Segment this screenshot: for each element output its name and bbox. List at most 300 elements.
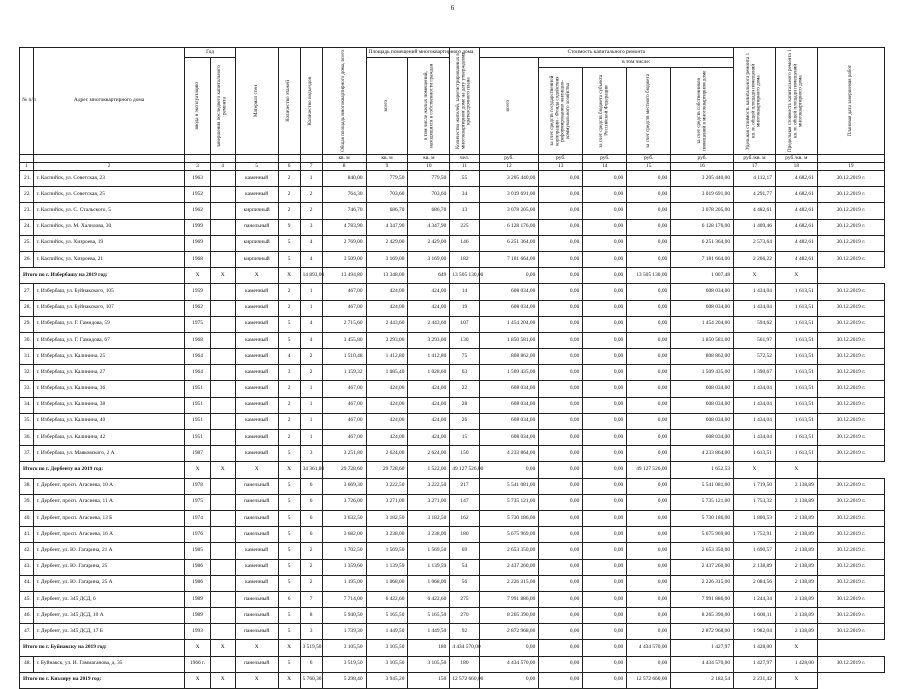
- table-cell: 2 138,89: [775, 608, 817, 624]
- table-cell: 5 730 186,00: [479, 510, 539, 526]
- table-cell: 0,00: [627, 203, 671, 219]
- table-cell: 608 034,00: [671, 430, 734, 446]
- table-cell: 5 735 121,00: [479, 494, 539, 510]
- table-cell: 0,00: [539, 527, 583, 543]
- table-cell: 12 572 660,00: [627, 672, 671, 688]
- table-cell: 2 872 968,00: [479, 624, 539, 640]
- table-cell: 5: [278, 608, 300, 624]
- table-cell: 5: [278, 575, 300, 591]
- table-cell: 1 412,80: [366, 349, 408, 365]
- hdr-num: № п/п: [20, 48, 34, 155]
- table-cell: 1: [300, 284, 322, 300]
- table-cell: 0,00: [583, 478, 627, 494]
- table-cell: 6: [300, 494, 322, 510]
- table-cell: 4 682,61: [775, 187, 817, 203]
- table-cell: 0,00: [583, 559, 627, 575]
- table-cell: 8 265 390,00: [479, 608, 539, 624]
- table-cell: 4 347,90: [366, 219, 408, 235]
- table-cell: 0,00: [583, 300, 627, 316]
- table-cell: 2: [300, 349, 322, 365]
- subtotal-row: [20, 640, 885, 656]
- table-cell: 424,00: [366, 413, 408, 429]
- table-cell: 608 034,00: [671, 413, 734, 429]
- table-cell: 30.12.2019 г.: [817, 624, 884, 640]
- hdr-cost-region: за счет средств бюджета субъекта Российской Федерации: [598, 74, 610, 148]
- table-cell: 3 169,00: [366, 251, 408, 267]
- table-cell: 3 182,50: [408, 510, 450, 526]
- table-cell: 0,00: [583, 656, 627, 672]
- table-cell: 467,00: [322, 430, 366, 446]
- table-cell: 14: [450, 284, 479, 300]
- table-cell: 34 361,80: [300, 462, 322, 478]
- table-cell: 5 165,50: [408, 608, 450, 624]
- table-cell: 467,00: [322, 397, 366, 413]
- table-cell: 2 437 260,00: [671, 559, 734, 575]
- column-number-cell: 13: [539, 163, 583, 171]
- table-cell: X: [775, 640, 817, 656]
- address-cell: г. Дербент, просп. Агасиева, 10 А: [33, 478, 185, 494]
- table-cell: [210, 332, 235, 348]
- table-cell: 0,00: [627, 171, 671, 187]
- table-cell: 30.12.2019 г.: [817, 494, 884, 510]
- table-cell: 1951: [185, 397, 210, 413]
- table-cell: 1 454 204,00: [671, 316, 734, 332]
- table-cell: 1 613,51: [734, 446, 776, 462]
- table-cell: 30.12.2019 г.: [817, 446, 884, 462]
- table-cell: 5: [278, 251, 300, 267]
- table-cell: каменный: [235, 559, 278, 575]
- table-cell: 2: [278, 381, 300, 397]
- table-cell: [210, 656, 235, 672]
- table-cell: 608 034,00: [671, 381, 734, 397]
- table-cell: 1985: [185, 543, 210, 559]
- table-cell: 42.: [20, 543, 34, 559]
- table-cell: 1: [300, 430, 322, 446]
- table-cell: 1 522,00: [408, 462, 450, 478]
- table-cell: 3 682,00: [322, 527, 366, 543]
- table-cell: X: [278, 268, 300, 284]
- table-cell: [210, 494, 235, 510]
- table-cell: 6 128 176,00: [671, 219, 734, 235]
- table-cell: 5: [278, 559, 300, 575]
- table-cell: 2 138,89: [775, 510, 817, 526]
- table-cell: 1 800,53: [734, 510, 776, 526]
- table-cell: 0,00: [627, 235, 671, 251]
- table-cell: 0,00: [627, 624, 671, 640]
- table-cell: каменный: [235, 349, 278, 365]
- table-cell: 1 569,50: [366, 543, 408, 559]
- table-cell: 4 682,61: [775, 219, 817, 235]
- table-cell: [210, 300, 235, 316]
- table-cell: 1 613,51: [775, 397, 817, 413]
- table-cell: 0,00: [583, 268, 627, 284]
- table-cell: 2 715,60: [322, 316, 366, 332]
- table-cell: 0,00: [479, 672, 539, 688]
- table-cell: 14 893,00: [300, 268, 322, 284]
- table-cell: 5: [278, 494, 300, 510]
- column-number-cell: 10: [408, 163, 450, 171]
- address-cell: г. Дербент, просп. Агасиева, 11 А: [33, 494, 185, 510]
- table-cell: 0,00: [539, 268, 583, 284]
- table-cell: 0,00: [583, 672, 627, 688]
- table-cell: 2 138,89: [775, 624, 817, 640]
- table-row: [20, 349, 885, 365]
- table-cell: 0,00: [627, 365, 671, 381]
- address-cell: г. Дербент, ул. 345 ДСД, 10 А: [33, 608, 185, 624]
- table-row: [20, 559, 885, 575]
- table-cell: 40.: [20, 510, 34, 526]
- table-cell: X: [235, 268, 278, 284]
- table-row: [20, 494, 885, 510]
- table-cell: 1951: [185, 430, 210, 446]
- unit-cell: [300, 155, 322, 163]
- table-cell: 1 739,30: [322, 624, 366, 640]
- table-cell: 2 624,00: [408, 446, 450, 462]
- address-cell: г. Каспийск, ул. Хизроева, 19: [33, 235, 185, 251]
- table-cell: 3: [300, 219, 322, 235]
- table-cell: 1 409,46: [734, 219, 776, 235]
- column-number-cell: 17: [734, 163, 776, 171]
- table-cell: 0,00: [583, 527, 627, 543]
- table-cell: 0,00: [539, 624, 583, 640]
- column-number-cell: 16: [671, 163, 734, 171]
- table-cell: 0,00: [583, 381, 627, 397]
- table-cell: 13 505 130,00: [627, 268, 671, 284]
- table-cell: 0,00: [627, 381, 671, 397]
- table-cell: [210, 235, 235, 251]
- column-number-cell: 2: [33, 163, 185, 171]
- table-cell: 1 068,00: [366, 575, 408, 591]
- table-cell: 1986: [185, 559, 210, 575]
- table-cell: 30.12.2019 г.: [817, 591, 884, 607]
- table-cell: 30.12.2019 г.: [817, 251, 884, 267]
- hdr-cost-total: всего: [505, 100, 512, 112]
- address-cell: г. Избербаш, ул. Г. Гамидова, 67: [33, 332, 185, 348]
- table-cell: 2: [278, 203, 300, 219]
- unit-cell: чел.: [450, 155, 479, 163]
- table-cell: 6: [300, 510, 322, 526]
- table-cell: 26.: [20, 251, 34, 267]
- table-cell: 1 434,04: [734, 413, 776, 429]
- table-cell: 38.: [20, 478, 34, 494]
- table-cell: 1 427,97: [671, 640, 734, 656]
- table-cell: [210, 430, 235, 446]
- table-cell: 5 541 081,00: [671, 478, 734, 494]
- address-cell: г. Каспийск, ул. С. Стальского, 5: [33, 203, 185, 219]
- table-cell: X: [210, 462, 235, 478]
- table-row: [20, 527, 885, 543]
- table-cell: [210, 365, 235, 381]
- table-cell: 31.: [20, 349, 34, 365]
- table-cell: 0,00: [583, 624, 627, 640]
- table-cell: 0,00: [627, 478, 671, 494]
- table-cell: 2 138,89: [775, 559, 817, 575]
- table-cell: панельный: [235, 494, 278, 510]
- table-cell: 608 034,00: [479, 397, 539, 413]
- table-row: [20, 478, 885, 494]
- table-cell: 2 872 968,00: [671, 624, 734, 640]
- table-cell: 3 169,00: [408, 251, 450, 267]
- table-cell: 0,00: [479, 268, 539, 284]
- table-cell: 1999: [185, 219, 210, 235]
- table-cell: 686,70: [366, 203, 408, 219]
- table-cell: 808 862,00: [671, 349, 734, 365]
- table-cell: 0,00: [583, 430, 627, 446]
- table-cell: 0,00: [583, 608, 627, 624]
- table-cell: 1 449,50: [366, 624, 408, 640]
- table-cell: 4 482,61: [775, 235, 817, 251]
- table-cell: 0,00: [583, 332, 627, 348]
- address-cell: г. Избербаш, ул. Калинина, 42: [33, 430, 185, 446]
- table-cell: 1 359,60: [322, 559, 366, 575]
- hdr-cost-fund: за счет средств государственной корпорации - Фонда содействия реформированию жилищно-коммунального хозяйства: [549, 76, 572, 147]
- table-cell: 217: [450, 478, 479, 494]
- table-cell: 7: [300, 591, 322, 607]
- table-cell: 5: [278, 478, 300, 494]
- table-cell: 3: [300, 624, 322, 640]
- table-cell: 39.: [20, 494, 34, 510]
- subtotal-label: Итого по г. Дербенту на 2019 год:: [20, 462, 185, 478]
- table-cell: 2: [300, 575, 322, 591]
- table-cell: 5 675 969,00: [671, 527, 734, 543]
- table-cell: 4 482,61: [734, 203, 776, 219]
- table-cell: 2 769,00: [322, 235, 366, 251]
- table-cell: 0,00: [539, 397, 583, 413]
- unit-cell: кв. м: [408, 155, 450, 163]
- address-cell: г. Каспийск, ул. М. Халилова, 30: [33, 219, 185, 235]
- table-cell: 1 427,97: [734, 656, 776, 672]
- table-cell: [210, 381, 235, 397]
- unit-cell: [817, 155, 884, 163]
- table-cell: 1 159,32: [322, 365, 366, 381]
- table-cell: каменный: [235, 187, 278, 203]
- table-cell: 5: [278, 235, 300, 251]
- table-cell: 8: [300, 608, 322, 624]
- table-cell: 1 139,59: [408, 559, 450, 575]
- address-cell: г. Дербент, ул. 345 ДСД, 6: [33, 591, 185, 607]
- table-cell: 6: [278, 591, 300, 607]
- address-cell: г. Избербаш, ул. Буйнакского, 107: [33, 300, 185, 316]
- unit-cell: руб.: [583, 155, 627, 163]
- table-cell: 5: [278, 624, 300, 640]
- column-number-cell: 8: [322, 163, 366, 171]
- table-cell: 5 760,30: [300, 672, 322, 688]
- table-cell: 608 034,00: [479, 300, 539, 316]
- table-cell: 0,00: [583, 446, 627, 462]
- address-cell: г. Дербент, ул. Ю. Гагарина, 25 А: [33, 575, 185, 591]
- table-cell: 4: [300, 251, 322, 267]
- table-cell: 0,00: [539, 591, 583, 607]
- table-cell: [210, 624, 235, 640]
- table-cell: панельный: [235, 608, 278, 624]
- table-cell: 1 850 581,00: [671, 332, 734, 348]
- address-cell: г. Избербаш, ул. Калинина, 38: [33, 397, 185, 413]
- table-cell: [210, 575, 235, 591]
- table-cell: 1 509 435,00: [479, 365, 539, 381]
- table-cell: 180: [450, 527, 479, 543]
- table-cell: 1 613,51: [775, 300, 817, 316]
- table-cell: 0,00: [583, 349, 627, 365]
- table-cell: 0,00: [627, 446, 671, 462]
- table-cell: 4 112,17: [734, 171, 776, 187]
- table-cell: 0,00: [539, 381, 583, 397]
- table-cell: [210, 543, 235, 559]
- table-cell: 26: [450, 413, 479, 429]
- table-cell: 3 945,20: [366, 672, 408, 688]
- table-cell: каменный: [235, 430, 278, 446]
- table-cell: 146: [450, 235, 479, 251]
- table-cell: каменный: [235, 171, 278, 187]
- table-cell: 0,00: [583, 316, 627, 332]
- unit-cell: кв. м: [366, 155, 408, 163]
- table-cell: 0,00: [583, 591, 627, 607]
- table-cell: 0,00: [539, 559, 583, 575]
- table-cell: 1 613,51: [775, 413, 817, 429]
- table-cell: 0,00: [539, 446, 583, 462]
- table-cell: 147: [450, 494, 479, 510]
- table-cell: 3 019 691,00: [479, 187, 539, 203]
- table-cell: X: [185, 672, 210, 688]
- table-cell: 13 348,00: [366, 268, 408, 284]
- table-cell: 1 719,50: [734, 478, 776, 494]
- table-cell: 13: [450, 203, 479, 219]
- column-number-cell: 1: [20, 163, 34, 171]
- table-cell: 1 652,53: [671, 462, 734, 478]
- address-cell: г. Избербаш, ул. Калинина, 27: [33, 365, 185, 381]
- table-cell: 424,00: [366, 430, 408, 446]
- table-cell: 0,00: [539, 203, 583, 219]
- table-cell: 30.12.2019 г.: [817, 332, 884, 348]
- table-cell: 594,62: [734, 316, 776, 332]
- table-cell: 2 653 350,00: [671, 543, 734, 559]
- table-cell: 2: [278, 284, 300, 300]
- column-number-cell: 14: [583, 163, 627, 171]
- table-cell: 2 443,60: [408, 316, 450, 332]
- address-cell: г. Избербаш, ул. Калинина, 40: [33, 413, 185, 429]
- table-cell: 6 128 176,00: [479, 219, 539, 235]
- table-cell: каменный: [235, 332, 278, 348]
- table-cell: 1 752,91: [734, 527, 776, 543]
- hdr-area-total: всего: [383, 100, 390, 112]
- table-cell: панельный: [235, 510, 278, 526]
- unit-cell: руб.: [479, 155, 539, 163]
- subtotal-row: [20, 268, 885, 284]
- table-row: [20, 251, 885, 267]
- table-cell: 2 429,00: [408, 235, 450, 251]
- address-cell: г. Каспийск, ул. Советская, 25: [33, 187, 185, 203]
- table-cell: 0,00: [583, 494, 627, 510]
- table-cell: 1 434,04: [734, 430, 776, 446]
- table-cell: 0,00: [627, 219, 671, 235]
- table-cell: 1 690,57: [734, 543, 776, 559]
- unit-cell: кв. м: [322, 155, 366, 163]
- table-cell: 424,00: [366, 300, 408, 316]
- table-cell: 0,00: [583, 203, 627, 219]
- table-cell: 1952: [185, 187, 210, 203]
- table-cell: 0,00: [627, 316, 671, 332]
- table-cell: 30.12.2019 г.: [817, 430, 884, 446]
- table-cell: 0,00: [627, 575, 671, 591]
- table-cell: кирпичный: [235, 235, 278, 251]
- table-cell: 0,00: [539, 640, 583, 656]
- table-cell: 4 291,77: [734, 187, 776, 203]
- table-cell: 608 034,00: [479, 381, 539, 397]
- repair-register-table: [19, 47, 885, 689]
- table-cell: 49 127 526,00: [627, 462, 671, 478]
- table-cell: [210, 397, 235, 413]
- table-cell: 5: [278, 446, 300, 462]
- table-cell: 0,00: [539, 575, 583, 591]
- table-cell: панельный: [235, 527, 278, 543]
- unit-cell: руб.: [671, 155, 734, 163]
- hdr-address: Адрес многоквартирного дома: [33, 48, 185, 155]
- table-cell: [210, 527, 235, 543]
- table-cell: X: [210, 640, 235, 656]
- column-number-cell: 11: [450, 163, 479, 171]
- column-number-cell: 15: [627, 163, 671, 171]
- address-cell: г. Дербент, ул. Ю. Гагарина, 21 А: [33, 543, 185, 559]
- table-cell: 6 251 364,00: [479, 235, 539, 251]
- table-cell: 37.: [20, 446, 34, 462]
- table-cell: 3 669,30: [322, 478, 366, 494]
- table-cell: 608 034,00: [671, 284, 734, 300]
- table-cell: 779,50: [408, 171, 450, 187]
- table-cell: 3 726,00: [322, 494, 366, 510]
- table-cell: 13 505 130,00: [450, 268, 479, 284]
- table-cell: 779,50: [366, 171, 408, 187]
- table-cell: 1975: [185, 316, 210, 332]
- table-cell: 2 266,22: [734, 251, 776, 267]
- table-cell: 1989: [185, 608, 210, 624]
- table-cell: 30.12.2019 г.: [817, 543, 884, 559]
- table-cell: 4 434 570,00: [671, 656, 734, 672]
- table-cell: 1 195,00: [322, 575, 366, 591]
- table-cell: 1989: [185, 591, 210, 607]
- table-cell: 34: [450, 187, 479, 203]
- table-cell: 561,97: [734, 332, 776, 348]
- table-cell: 3 632,50: [322, 510, 366, 526]
- table-cell: [210, 251, 235, 267]
- table-cell: 3 019 691,00: [671, 187, 734, 203]
- table-cell: 0,00: [627, 284, 671, 300]
- table-cell: 0,00: [539, 462, 583, 478]
- table-cell: 0,00: [539, 349, 583, 365]
- table-cell: 3 271,00: [366, 494, 408, 510]
- table-cell: 3 251,80: [322, 446, 366, 462]
- table-cell: 0,00: [539, 478, 583, 494]
- table-cell: 0,00: [539, 510, 583, 526]
- table-row: [20, 656, 885, 672]
- table-cell: 424,00: [366, 284, 408, 300]
- table-cell: 2 084,56: [734, 575, 776, 591]
- table-cell: 33.: [20, 381, 34, 397]
- address-cell: г. Дербент, просп. Агасиева, 16 А: [33, 527, 185, 543]
- table-cell: 3 205 440,00: [671, 171, 734, 187]
- table-row: [20, 543, 885, 559]
- table-cell: 30.12.2019 г.: [817, 478, 884, 494]
- table-cell: 3: [278, 365, 300, 381]
- table-cell: 182: [450, 251, 479, 267]
- table-cell: 2: [278, 397, 300, 413]
- table-cell: 4 682,61: [775, 171, 817, 187]
- table-cell: 2: [278, 300, 300, 316]
- table-cell: 0,00: [479, 462, 539, 478]
- address-cell: г. Избербаш, ул. Маяковского, 2 А: [33, 446, 185, 462]
- table-cell: 63: [450, 365, 479, 381]
- column-number-cell: 9: [366, 163, 408, 171]
- table-cell: 1959: [185, 284, 210, 300]
- table-cell: 0,00: [539, 672, 583, 688]
